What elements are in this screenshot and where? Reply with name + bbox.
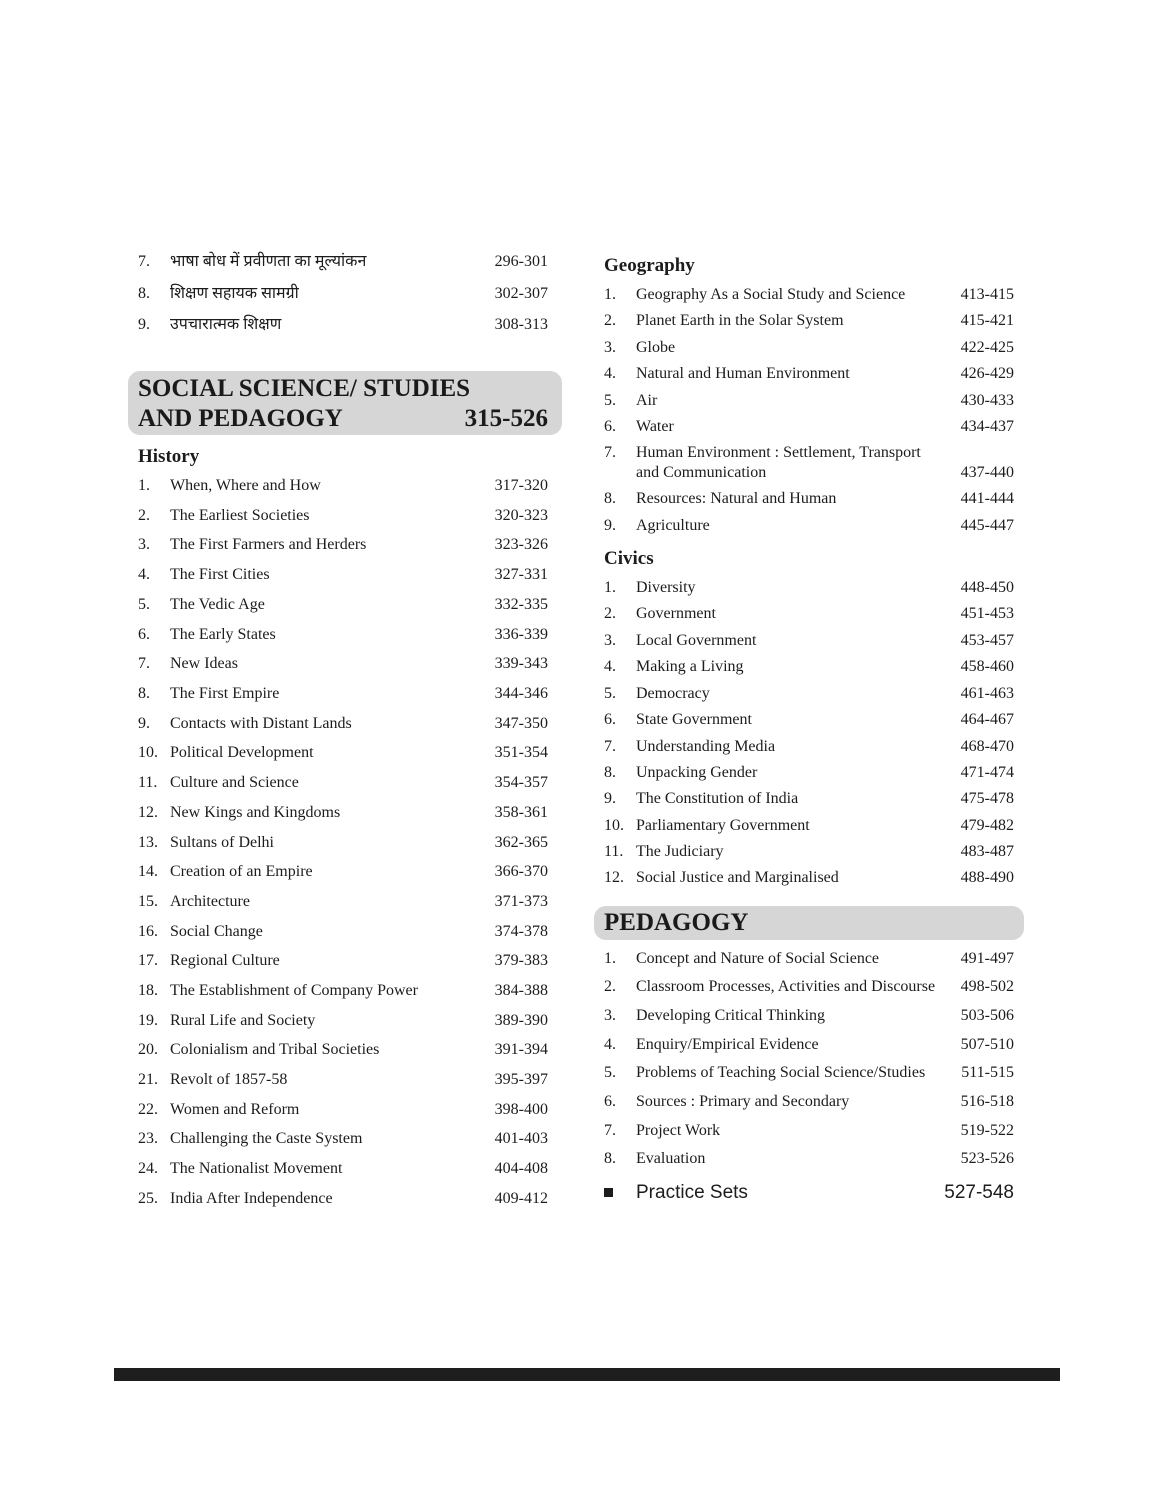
item-number: 9. <box>604 517 616 534</box>
item-number: 23. <box>138 1130 158 1147</box>
item-number: 7. <box>138 655 150 672</box>
item-title: The Vedic Age <box>170 596 265 613</box>
item-pages: 475-478 <box>960 790 1014 807</box>
item-pages: 507-510 <box>960 1036 1014 1053</box>
toc-item[interactable] <box>128 595 562 617</box>
item-number: 5. <box>604 392 616 409</box>
item-number: 3. <box>604 632 616 649</box>
item-pages: 344-346 <box>494 685 548 702</box>
item-title: Regional Culture <box>170 952 280 969</box>
toc-item[interactable] <box>594 710 1024 732</box>
toc-item[interactable] <box>128 506 562 528</box>
item-pages: 296-301 <box>494 253 548 270</box>
toc-item[interactable] <box>128 743 562 765</box>
item-title: Democracy <box>636 685 710 702</box>
subheading-history: History <box>138 446 200 467</box>
item-pages: 448-450 <box>960 579 1014 596</box>
item-pages: 398-400 <box>494 1101 548 1118</box>
toc-item[interactable] <box>128 654 562 676</box>
item-title: The Early States <box>170 626 276 643</box>
item-pages: 422-425 <box>960 339 1014 356</box>
toc-item[interactable] <box>594 516 1024 538</box>
toc-item[interactable] <box>128 1070 562 1092</box>
item-pages: 511-515 <box>961 1064 1014 1081</box>
item-pages: 516-518 <box>960 1093 1014 1110</box>
toc-item[interactable] <box>594 391 1024 413</box>
item-pages: 415-421 <box>960 312 1014 329</box>
item-pages: 351-354 <box>494 744 548 761</box>
toc-item[interactable] <box>128 1189 562 1211</box>
item-title: Unpacking Gender <box>636 764 758 781</box>
item-pages: 308-313 <box>494 316 548 333</box>
item-pages: 491-497 <box>960 950 1014 967</box>
toc-item[interactable] <box>594 684 1024 706</box>
item-pages: 404-408 <box>494 1160 548 1177</box>
toc-item[interactable] <box>128 252 562 274</box>
toc-item[interactable] <box>128 684 562 706</box>
item-title: Political Development <box>170 744 314 761</box>
toc-item[interactable] <box>594 1035 1024 1057</box>
item-number: 9. <box>138 316 150 333</box>
item-number: 4. <box>604 365 616 382</box>
item-pages: 413-415 <box>960 286 1014 303</box>
item-title: Planet Earth in the Solar System <box>636 312 844 329</box>
toc-item[interactable] <box>594 789 1024 811</box>
item-number: 7. <box>604 738 616 755</box>
item-title: The Nationalist Movement <box>170 1160 343 1177</box>
item-title: Sources : Primary and Secondary <box>636 1093 850 1110</box>
item-pages: 523-526 <box>960 1150 1014 1167</box>
item-title: Social Justice and Marginalised <box>636 869 839 886</box>
item-pages: 437-440 <box>960 464 1014 481</box>
item-number: 2. <box>138 507 150 524</box>
item-pages: 379-383 <box>494 952 548 969</box>
toc-item[interactable] <box>128 951 562 973</box>
item-number: 2. <box>604 605 616 622</box>
subheading-geography: Geography <box>604 255 695 276</box>
item-pages: 453-457 <box>960 632 1014 649</box>
toc-item[interactable] <box>594 311 1024 333</box>
item-title: शिक्षण सहायक सामग्री <box>170 285 299 302</box>
toc-item[interactable] <box>128 625 562 647</box>
item-number: 11. <box>604 843 624 860</box>
item-number: 8. <box>604 764 616 781</box>
toc-item[interactable] <box>128 922 562 944</box>
item-pages: 461-463 <box>960 685 1014 702</box>
item-pages: 503-506 <box>960 1007 1014 1024</box>
item-title: Natural and Human Environment <box>636 365 850 382</box>
item-pages: 426-429 <box>960 365 1014 382</box>
toc-item-practice-sets[interactable] <box>594 1181 1024 1207</box>
item-number: 13. <box>138 834 158 851</box>
item-number: 22. <box>138 1101 158 1118</box>
toc-item[interactable] <box>594 737 1024 759</box>
subheading-civics: Civics <box>604 548 654 569</box>
toc-item[interactable] <box>594 949 1024 971</box>
item-title: Contacts with Distant Lands <box>170 715 352 732</box>
section-page-range: 315-526 <box>464 405 548 432</box>
item-title: Local Government <box>636 632 757 649</box>
toc-item[interactable] <box>128 981 562 1003</box>
item-pages: 336-339 <box>494 626 548 643</box>
item-number: 8. <box>604 490 616 507</box>
item-title: Revolt of 1857-58 <box>170 1071 288 1088</box>
toc-item[interactable] <box>594 417 1024 439</box>
item-pages: 391-394 <box>494 1041 548 1058</box>
item-title: Making a Living <box>636 658 744 675</box>
item-number: 6. <box>604 711 616 728</box>
toc-item[interactable] <box>128 714 562 736</box>
toc-item[interactable] <box>594 489 1024 511</box>
item-pages: 358-361 <box>494 804 548 821</box>
toc-item[interactable] <box>594 631 1024 653</box>
item-pages: 434-437 <box>960 418 1014 435</box>
item-number: 12. <box>604 869 624 886</box>
item-title: Colonialism and Tribal Societies <box>170 1041 380 1058</box>
item-number: 16. <box>138 923 158 940</box>
item-number: 19. <box>138 1012 158 1029</box>
item-title: Problems of Teaching Social Science/Studies <box>636 1064 926 1081</box>
item-title: Project Work <box>636 1122 721 1139</box>
item-pages: 371-373 <box>494 893 548 910</box>
item-title: The Judiciary <box>636 843 724 860</box>
toc-item[interactable] <box>594 1121 1024 1143</box>
section-banner-pedagogy <box>594 906 1024 940</box>
toc-item[interactable] <box>594 443 1024 487</box>
toc-item[interactable] <box>594 1063 1024 1085</box>
item-title: The Earliest Societies <box>170 507 310 524</box>
item-number: 5. <box>138 596 150 613</box>
item-pages: 362-365 <box>494 834 548 851</box>
item-pages: 483-487 <box>960 843 1014 860</box>
section-title-line2: AND PEDAGOGY <box>138 405 343 432</box>
item-title: The Constitution of India <box>636 790 799 807</box>
item-pages: 498-502 <box>960 978 1014 995</box>
item-pages: 479-482 <box>960 817 1014 834</box>
toc-item[interactable] <box>594 604 1024 626</box>
toc-item[interactable] <box>128 1129 562 1151</box>
item-title: Globe <box>636 339 676 356</box>
item-pages: 354-357 <box>494 774 548 791</box>
item-number: 3. <box>604 339 616 356</box>
item-title: Air <box>636 392 658 409</box>
toc-item[interactable] <box>594 816 1024 838</box>
item-number: 4. <box>604 658 616 675</box>
item-number: 3. <box>138 536 150 553</box>
item-pages: 384-388 <box>494 982 548 999</box>
item-title: The First Empire <box>170 685 280 702</box>
item-number: 1. <box>604 579 616 596</box>
item-pages: 374-378 <box>494 923 548 940</box>
footer-rule <box>114 1368 1060 1381</box>
toc-item[interactable] <box>594 1149 1024 1171</box>
square-bullet-icon <box>604 1188 613 1197</box>
item-title: Architecture <box>170 893 250 910</box>
item-title: Geography As a Social Study and Science <box>636 286 906 303</box>
item-number: 5. <box>604 685 616 702</box>
item-number: 21. <box>138 1071 158 1088</box>
item-pages: 401-403 <box>494 1130 548 1147</box>
item-title: Creation of an Empire <box>170 863 313 880</box>
item-title: Evaluation <box>636 1150 706 1167</box>
item-number: 1. <box>604 286 616 303</box>
item-number: 1. <box>604 950 616 967</box>
toc-item[interactable] <box>128 476 562 498</box>
item-number: 1. <box>138 477 150 494</box>
item-pages: 389-390 <box>494 1012 548 1029</box>
item-pages: 320-323 <box>494 507 548 524</box>
item-title: New Kings and Kingdoms <box>170 804 341 821</box>
item-pages: 471-474 <box>960 764 1014 781</box>
item-number: 6. <box>604 1093 616 1110</box>
item-pages: 323-326 <box>494 536 548 553</box>
item-number: 7. <box>138 253 150 270</box>
item-number: 12. <box>138 804 158 821</box>
toc-item[interactable] <box>594 338 1024 360</box>
item-title: Classroom Processes, Activities and Discourse <box>636 978 936 995</box>
item-number: 18. <box>138 982 158 999</box>
item-pages: 464-467 <box>960 711 1014 728</box>
item-number: 7. <box>604 1122 616 1139</box>
item-pages: 445-447 <box>960 517 1014 534</box>
item-title: Government <box>636 605 716 622</box>
item-title: Women and Reform <box>170 1101 300 1118</box>
item-title: India After Independence <box>170 1190 333 1207</box>
item-number: 6. <box>604 418 616 435</box>
toc-item[interactable] <box>594 1006 1024 1028</box>
item-pages: 347-350 <box>494 715 548 732</box>
item-number: 20. <box>138 1041 158 1058</box>
item-title: Diversity <box>636 579 696 596</box>
section-title: PEDAGOGY <box>604 909 749 936</box>
item-title: New Ideas <box>170 655 238 672</box>
item-title: The Establishment of Company Power <box>170 982 418 999</box>
item-pages: 458-460 <box>960 658 1014 675</box>
toc-item[interactable] <box>128 1040 562 1062</box>
item-number: 2. <box>604 312 616 329</box>
item-title: Developing Critical Thinking <box>636 1007 826 1024</box>
toc-item[interactable] <box>128 565 562 587</box>
item-number: 9. <box>604 790 616 807</box>
item-number: 5. <box>604 1064 616 1081</box>
toc-item[interactable] <box>128 773 562 795</box>
item-number: 3. <box>604 1007 616 1024</box>
item-title: Practice Sets <box>636 1182 748 1203</box>
toc-item[interactable] <box>128 1159 562 1181</box>
item-title: Water <box>636 418 674 435</box>
toc-item[interactable] <box>128 803 562 825</box>
item-title: State Government <box>636 711 752 728</box>
toc-item[interactable] <box>594 977 1024 999</box>
item-number: 6. <box>138 626 150 643</box>
item-pages: 441-444 <box>960 490 1014 507</box>
item-number: 17. <box>138 952 158 969</box>
item-number: 24. <box>138 1160 158 1177</box>
section-banner-social-science <box>128 371 562 435</box>
toc-item[interactable] <box>594 364 1024 386</box>
item-number: 7. <box>604 444 616 461</box>
item-title: Enquiry/Empirical Evidence <box>636 1036 819 1053</box>
toc-item[interactable] <box>594 868 1024 890</box>
item-pages: 339-343 <box>494 655 548 672</box>
item-number: 2. <box>604 978 616 995</box>
toc-item[interactable] <box>128 892 562 914</box>
toc-item[interactable] <box>594 285 1024 307</box>
toc-item[interactable] <box>594 763 1024 785</box>
item-title: Parliamentary Government <box>636 817 810 834</box>
toc-item[interactable] <box>128 862 562 884</box>
toc-item[interactable] <box>594 657 1024 679</box>
toc-item[interactable] <box>128 535 562 557</box>
item-pages: 527-548 <box>944 1182 1014 1203</box>
item-pages: 430-433 <box>960 392 1014 409</box>
item-title: Social Change <box>170 923 263 940</box>
item-number: 9. <box>138 715 150 732</box>
toc-item[interactable] <box>594 1092 1024 1114</box>
item-number: 25. <box>138 1190 158 1207</box>
item-number: 14. <box>138 863 158 880</box>
item-title: उपचारात्मक शिक्षण <box>170 316 282 333</box>
toc-item[interactable] <box>128 1100 562 1122</box>
item-number: 8. <box>138 685 150 702</box>
item-title: When, Where and How <box>170 477 321 494</box>
item-title: भाषा बोध में प्रवीणता का मूल्यांकन <box>170 253 367 270</box>
item-pages: 519-522 <box>960 1122 1014 1139</box>
item-number: 8. <box>604 1150 616 1167</box>
item-pages: 409-412 <box>494 1190 548 1207</box>
item-title: Concept and Nature of Social Science <box>636 950 880 967</box>
item-title: Understanding Media <box>636 738 776 755</box>
toc-item[interactable] <box>128 1011 562 1033</box>
toc-item[interactable] <box>128 315 562 337</box>
item-title: Resources: Natural and Human <box>636 490 837 507</box>
item-title: Agriculture <box>636 517 710 534</box>
item-number: 8. <box>138 285 150 302</box>
item-number: 11. <box>138 774 158 791</box>
section-title-line1: SOCIAL SCIENCE/ STUDIES <box>138 375 471 402</box>
item-title: Challenging the Caste System <box>170 1130 363 1147</box>
item-pages: 332-335 <box>494 596 548 613</box>
item-number: 10. <box>138 744 158 761</box>
item-title: Culture and Science <box>170 774 299 791</box>
toc-item[interactable] <box>594 842 1024 864</box>
item-number: 15. <box>138 893 158 910</box>
item-number: 4. <box>604 1036 616 1053</box>
item-title: Rural Life and Society <box>170 1012 316 1029</box>
item-title: The First Cities <box>170 566 270 583</box>
item-number: 4. <box>138 566 150 583</box>
item-number: 10. <box>604 817 624 834</box>
item-pages: 317-320 <box>494 477 548 494</box>
item-pages: 468-470 <box>960 738 1014 755</box>
toc-item[interactable] <box>128 284 562 306</box>
item-pages: 451-453 <box>960 605 1014 622</box>
item-pages: 302-307 <box>494 285 548 302</box>
toc-item[interactable] <box>128 833 562 855</box>
item-title: Human Environment : Settlement, Transport and Communication <box>636 444 921 481</box>
item-title: Sultans of Delhi <box>170 834 274 851</box>
toc-item[interactable] <box>594 578 1024 600</box>
item-pages: 327-331 <box>494 566 548 583</box>
item-pages: 395-397 <box>494 1071 548 1088</box>
item-title: The First Farmers and Herders <box>170 536 367 553</box>
item-pages: 488-490 <box>960 869 1014 886</box>
item-pages: 366-370 <box>494 863 548 880</box>
